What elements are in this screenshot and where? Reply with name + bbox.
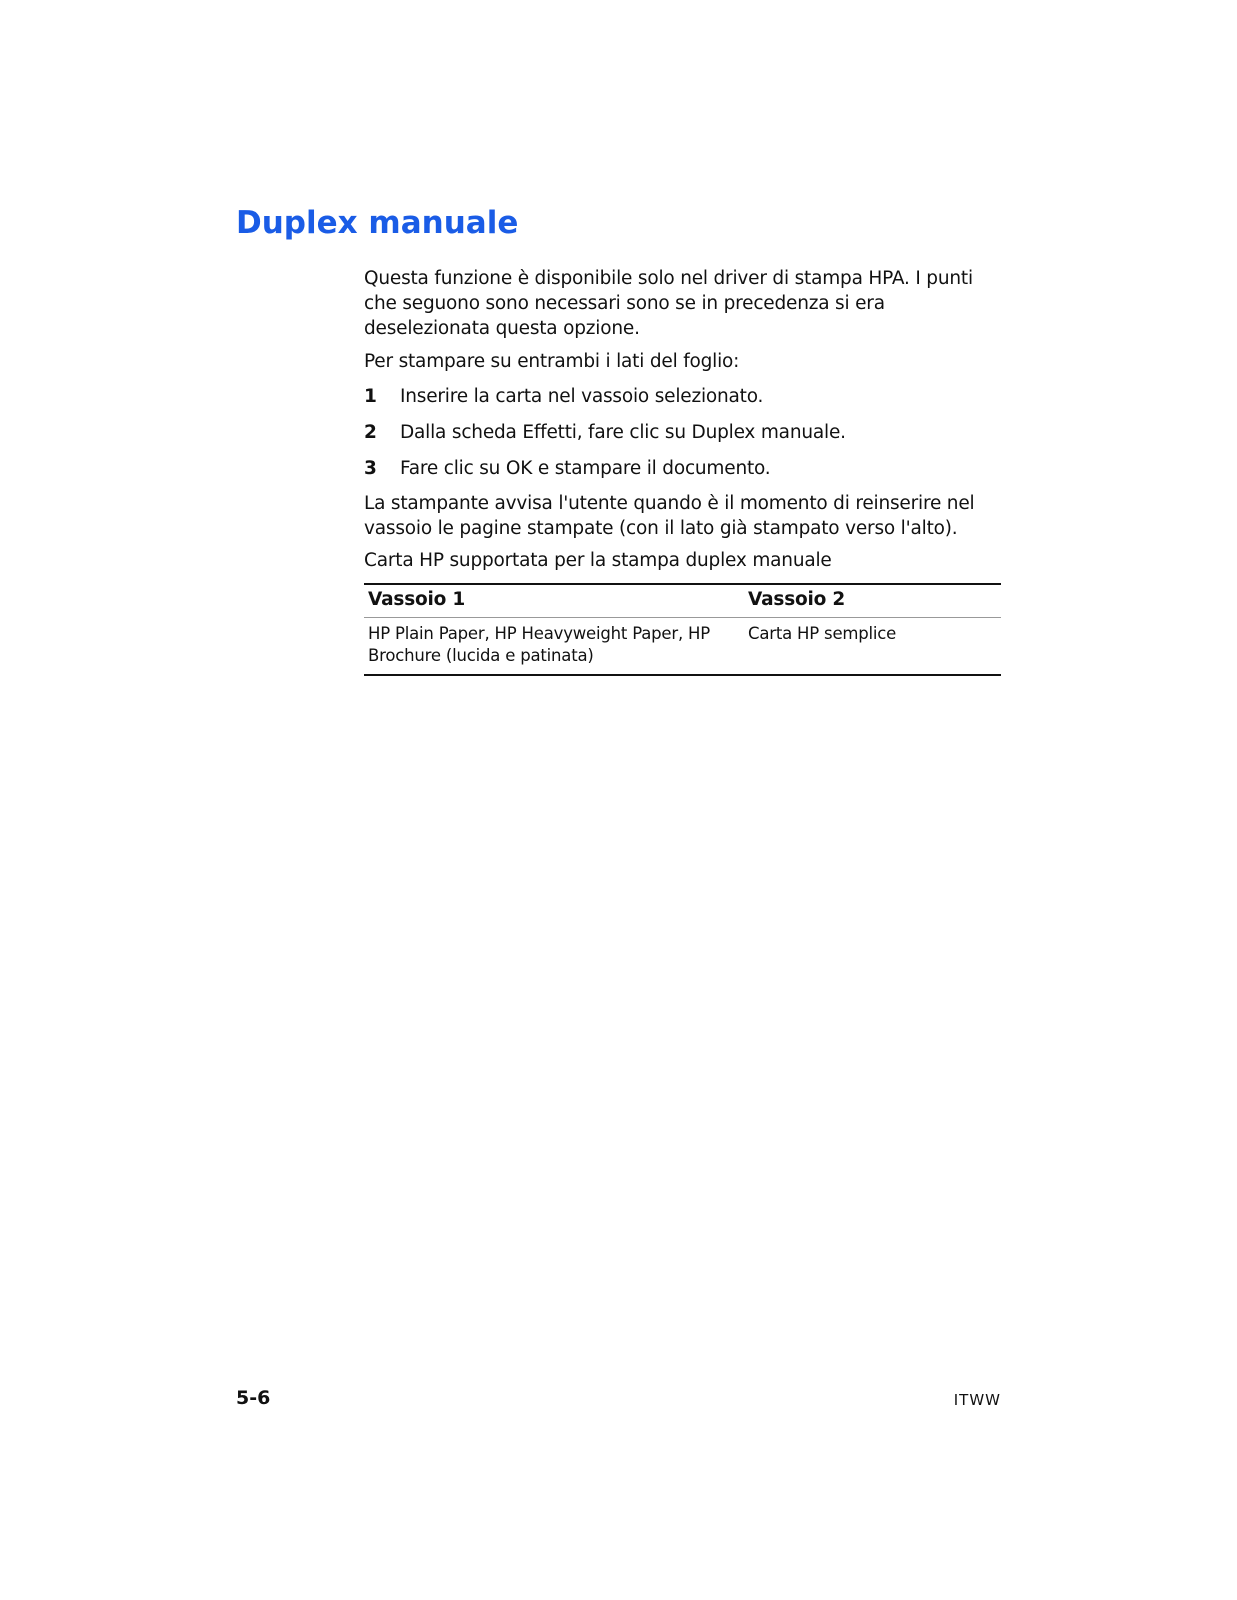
footer-code: ITWW xyxy=(953,1391,1001,1409)
step-text: Fare clic su OK e stampare il documento. xyxy=(400,458,771,479)
table-header-row xyxy=(364,584,1001,618)
list-item xyxy=(364,420,1004,445)
step-number: 1 xyxy=(364,386,377,407)
table-cell-tray-1: HP Plain Paper, HP Heavyweight Paper, HP Brochure (lucida e patinata) xyxy=(368,624,711,665)
intro-paragraph: Questa funzione è disponibile solo nel driver di stampa HPA. I punti che seguono sono necessari sono se in precedenza si era deselezionata questa opzione. xyxy=(364,268,973,339)
lead-paragraph: Per stampare su entrambi i lati del foglio: xyxy=(364,351,740,372)
table-row xyxy=(364,618,1001,676)
table-header-tray-2: Vassoio 2 xyxy=(744,584,1001,618)
step-number: 2 xyxy=(364,422,377,443)
paper-table xyxy=(364,583,1001,676)
main-content xyxy=(364,266,1004,676)
step-number: 3 xyxy=(364,458,377,479)
list-item xyxy=(364,456,1004,481)
note-paragraph: La stampante avvisa l'utente quando è il momento di reinserire nel vassoio le pagine stampate (con il lato già stampato verso l'alto). xyxy=(364,493,975,539)
table-cell-tray-2: Carta HP semplice xyxy=(748,624,897,643)
page-number: 5-6 xyxy=(236,1387,271,1409)
table-caption: Carta HP supportata per la stampa duplex manuale xyxy=(364,550,832,571)
step-text: Inserire la carta nel vassoio selezionato. xyxy=(400,386,764,407)
page-title: Duplex manuale xyxy=(236,205,519,241)
table-header-tray-1: Vassoio 1 xyxy=(364,584,744,618)
list-item xyxy=(364,384,1004,409)
steps-list xyxy=(364,384,1004,481)
step-text: Dalla scheda Effetti, fare clic su Duplex manuale. xyxy=(400,422,846,443)
